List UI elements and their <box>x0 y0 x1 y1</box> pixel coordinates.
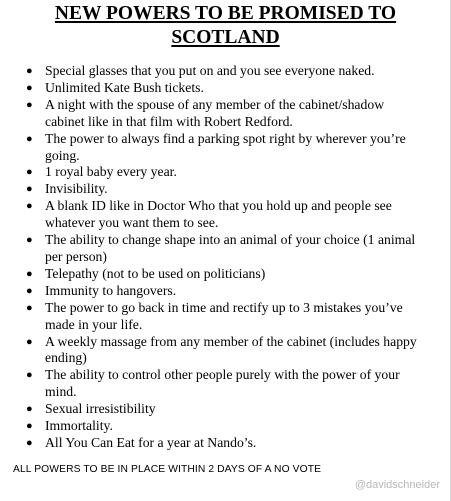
bullet-icon: ● <box>26 183 33 196</box>
list-item-text: Sexual irresistibility <box>45 401 156 417</box>
list-item-text: Invisibility. <box>45 181 108 197</box>
list-item-text: The power to go back in time and rectify up to 3 mistakes you’ve made in your life. <box>45 299 403 332</box>
list-item-text: A night with the spouse of any member of the cabinet/shadow cabinet like in that film with Robert Redford. <box>45 96 385 129</box>
list-item <box>20 334 420 368</box>
list-item <box>20 164 420 181</box>
bullet-icon: ● <box>26 403 33 416</box>
list-item-text: Immortality. <box>45 418 113 434</box>
list-item <box>20 266 420 283</box>
list-item-text: The ability to control other people purely with the power of your mind. <box>45 367 400 400</box>
list-item-text: A blank ID like in Doctor Who that you hold up and people see whatever you want them to see. <box>45 198 392 231</box>
list-item-text: Unlimited Kate Bush tickets. <box>45 79 204 95</box>
bullet-icon: ● <box>26 284 33 297</box>
list-item <box>20 418 420 435</box>
page-title <box>0 2 451 50</box>
list-item <box>20 232 420 266</box>
list-item <box>20 283 420 300</box>
bullet-icon: ● <box>26 132 33 145</box>
bullet-icon: ● <box>26 267 33 280</box>
list-item <box>20 367 420 401</box>
list-item-text: Immunity to hangovers. <box>45 282 177 298</box>
watermark-handle: @davidschneider <box>354 479 440 491</box>
footer-note: ALL POWERS TO BE IN PLACE WITHIN 2 DAYS OF A NO VOTE <box>13 464 322 475</box>
list-item-text: The power to always find a parking spot right by wherever you’re going. <box>45 130 406 163</box>
list-item <box>20 401 420 418</box>
list-item <box>20 131 420 165</box>
bullet-icon: ● <box>26 65 33 77</box>
list-item <box>20 198 420 232</box>
list-item-text: A weekly massage from any member of the cabinet (includes happy ending) <box>45 333 417 366</box>
bullet-icon: ● <box>26 369 33 382</box>
list-item <box>20 435 420 452</box>
bullet-icon: ● <box>26 166 33 179</box>
list-item-text: The ability to change shape into an animal of your choice (1 animal per person) <box>45 232 416 264</box>
bullet-icon: ● <box>26 301 33 314</box>
list-item <box>20 300 420 334</box>
list-item-text: All You Can Eat for a year at Nando’s. <box>45 434 257 450</box>
title-line-1: NEW POWERS TO BE PROMISED TO <box>54 3 397 24</box>
bullet-icon: ● <box>26 81 33 94</box>
list-item-text: Telepathy (not to be used on politicians) <box>45 265 266 281</box>
bullet-icon: ● <box>26 234 33 247</box>
bullet-icon: ● <box>26 436 33 449</box>
list-item <box>20 63 420 80</box>
powers-list <box>20 63 420 452</box>
bullet-icon: ● <box>26 98 33 111</box>
title-line-2: SCOTLAND <box>171 27 280 48</box>
bullet-icon: ● <box>26 335 33 348</box>
bullet-icon: ● <box>26 200 33 213</box>
list-item-text: Special glasses that you put on and you see everyone naked. <box>45 63 375 78</box>
bullet-icon: ● <box>26 420 33 433</box>
list-item <box>20 181 420 198</box>
list-item <box>20 97 420 131</box>
list-item <box>20 80 420 97</box>
list-item-text: 1 royal baby every year. <box>45 164 177 180</box>
